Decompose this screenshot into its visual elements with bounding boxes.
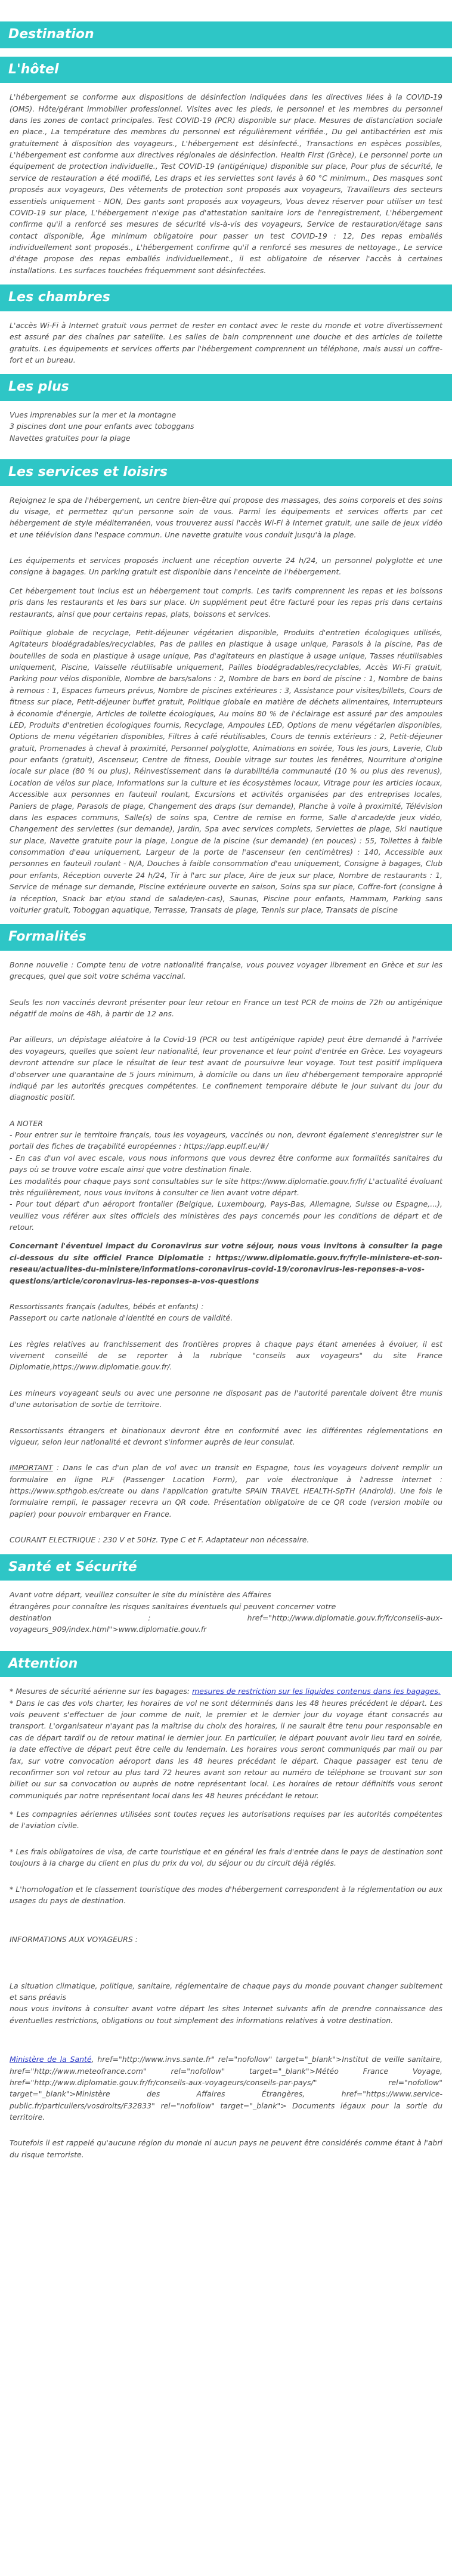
formalites-paragraph: Les règles relatives au franchissement des frontières propres à chaque pays étant amenées à évoluer, il est vivement conseillé de se reporter à la rubrique "conseils aux voyageurs" du site France Diplomatie,https://www.diplomatie.gouv.fr/. [10, 1339, 442, 1372]
section-header-services: Les services et loisirs [0, 459, 452, 486]
services-paragraph: Les équipements et services proposés incluent une réception ouverte 24 h/24, un personnel polyglotte et une consigne à bagages. Un parking gratuit est disponible dans l'enceinte de l'hébergement. [10, 556, 442, 577]
note-line: - Pour entrer sur le territoire français, tous les voyageurs, vaccinés ou non, devront également s'enregistrer sur le portail des fiches de traçabilité européennes : https://app.euplf.eu/#/ [10, 1130, 442, 1151]
formalites-paragraph: Par ailleurs, un dépistage aléatoire à la Covid-19 (PCR ou test antigénique rapide) peut être demandé à l'arrivée des voyageurs, quelles que soient leur nationalité, leur provenance et leur point d'entrée en Grèce. Les voyageurs devront attendre sur place le résultat de leur test avant de poursuivre leur voyage. Tout test positif impliquera d'observer une quarantaine de 5 jours minimum, à domicile ou dans un lieu d'hébergement temporaire approprié indiqué par les autorités grecques compétentes. Le confinement temporaire débute le jour suivant du jour du diagnostic positif. [10, 1035, 442, 1102]
section-header-destination: Destination [0, 21, 452, 48]
courant-electrique: COURANT ELECTRIQUE : 230 V et 50Hz. Type C et F. Adaptateur non nécessaire. [10, 1535, 309, 1545]
situation-line: La situation climatique, politique, sanitaire, réglementaire de chaque pays du monde pouvant changer subitement et sans préavis [10, 1981, 442, 2002]
important-text: : Dans le cas d'un plan de vol avec un transit en Espagne, tous les voyageurs doivent remplir un formulaire en ligne PLF (Passenger Location Form), par voie électronique à l'adresse internet : https://www.spthgob.es/create ou dans l'application gratuite SPAIN TRAVEL HEALTH-SpTH (Android). Une fois le formulaire rempli, le passager recevra un QR code. Présentation obligatoire de ce QR code (version mobile ou papier) pour pouvoir embarquer en France. [10, 1463, 442, 1519]
hotel-text: L'hébergement se conforme aux dispositions de désinfection indiquées dans les directives liées à la COVID-19 (OMS). Hôte/gérant immobilier professionnel. Visites avec les pieds, le personnel et les membres du personnel dans les zones de contact principales. Test COVID-19 (PCR) disponible sur place. Mesures de distanciation sociale en place., La température des membres du personnel est régulièrement vérifiée., Du gel antibactérien est mis gratuitement à disposition des voyageurs., L'hébergement est désinfecté., Transactions en espèces possibles, L'hébergement est conforme aux directives régionales de désinfection. Health First (Grèce), Le personnel porte un équipement de protection individuelle., Test COVID-19 (antigénique) disponible sur place, Pour plus de sécurité, le service de restauration a été modifié, Les draps et les serviettes sont lavés à 60 °C minimum., Des masques sont proposés aux voyageurs, Des vêtements de protection sont proposés aux voyageurs, Travailleurs des secteurs essentiels uniquement - NON, Des gants sont proposés aux voyageurs, Vous devez réserver pour utiliser un test COVID-19 sur place, L'hébergement n'exige pas d'attestation sanitaire lors de l'enregistrement, L'hébergement confirme qu'il a renforcé ses mesures de sécurité vis-à-vis des voyageurs, Service de restauration/étage sans contact disponible, Âge minimum obligatoire pour passer un test COVID-19 : 12, Des repas emballés individuellement sont proposés., L'hébergement confirme qu'il a renforcé ses mesures de nettoyage., Le service d'étage propose des repas emballés individuellement., il est obligatoire de réserver l'accès à certaines installations. Les surfaces touchées fréquemment sont désinfectées. [10, 92, 442, 275]
chambres-section [0, 320, 452, 366]
plus-section [0, 409, 452, 451]
links-paragraph [10, 2054, 442, 2123]
situation-block [10, 1980, 442, 2027]
liquides-link[interactable]: mesures de restriction sur les liquides contenus dans les bagages. [192, 1687, 441, 1696]
attention-section [0, 1686, 452, 2160]
plus-line: Navettes gratuites pour la plage [10, 433, 131, 443]
ministere-sante-link[interactable]: Ministère de la Santé [10, 2055, 92, 2064]
important-label: IMPORTANT [10, 1463, 53, 1473]
formalites-paragraph: Ressortissants étrangers et binationaux devront être en conformité avec les différentes réglementations en vigueur, selon leur nationalité et devront s'informer auprès de leur consulat. [10, 1425, 442, 1446]
terrorism-notice: Toutefois il est rappelé qu'aucune région du monde ni aucun pays ne peuvent être considérés comme étant à l'abri du risque terroriste. [10, 2138, 442, 2159]
ressortissants-line: Passeport ou carte nationale d'identité en cours de validité. [10, 1313, 233, 1323]
services-amenities-list: Politique globale de recyclage, Petit-déjeuner végétarien disponible, Produits d'entretien écologiques utilisés, Agitateurs biodégradables/recyclables, Pas de pailles en plastique à usage unique, Parasols à la piscine, Pas de bouteilles de soda en plastique à usage unique, Pas d'agitateurs en plastique à usage unique, Tasses réutilisables uniquement, Piscine, Vaisselle réutilisable uniquement, Pailles biodégradables/recyclables, Accès Wi-Fi gratuit, Parking pour vélos disponible, Nombre de bars/salons : 2, Nombre de bars en bord de piscine : 1, Nombre de bains à remous : 1, Espaces fumeurs prévus, Nombre de piscines extérieures : 3, Assistance pour visites/billets, Cours de fitness sur place, Petit-déjeuner buffet gratuit, Politique globale en matière de déchets alimentaires, Interrupteurs à économie d'énergie, Articles de toilette écologiques, Au moins 80 % de l'éclairage est assuré par des ampoules LED, Produits d'entretien écologiques fournis, Recyclage, Ampoules LED, Options de menu végétarien disponibles, Options de menu végétarien disponibles, Filtres à café réutilisables, Cours de tennis extérieurs : 2, Petit-déjeuner gratuit, Promenades à cheval à proximité, Personnel polyglotte, Animations en soirée, Tous les jours, Laverie, Club pour enfants (gratuit), Ascenseur, Centre de fitness, Double vitrage sur toutes les fenêtres, Nourriture d'origine locale sur place (80 % ou plus), Réinvestissement dans la durabilité/la communauté (10 % ou plus des revenus), Location de vélos sur place, Informations sur la culture et les écosystèmes locaux, Vitrage pour les articles locaux, Accessible aux personnes en fauteuil roulant, Excursions et activités organisées par des entreprises locales, Paniers de plage, Parasols de plage, Changement des draps (sur demande), Planche à voile à proximité, Télévision dans les espaces communs, Salle(s) de soins spa, Centre de remise en forme, Salle d'arcade/de jeux vidéo, Changement des serviettes (sur demande), Jardin, Spa avec services complets, Serviettes de plage, Ski nautique sur place, Navette gratuite pour la plage, Longue de la piscine (sur demande) (en pouces) : 55, Toilettes à faible consommation d'eau uniquement, Largeur de la porte de l'ascenseur (en centimètres) : 140, Accessible aux personnes en fauteuil roulant - N/A, Douches à faible consommation d'eau uniquement, Consigne à bagages, Club pour enfants, Réception ouverte 24 h/24, Tir à l'arc sur place, Aire de jeux sur place, Nombre de restaurants : 1, Service de ménage sur demande, Piscine extérieure ouverte en saison, Soins spa sur place, Coffre-fort (consigne à la réception, Snack bar et/ou stand de salade/en-cas), Saunas, Piscine pour enfants, Hammam, Parking sans voiturier gratuit, Toboggan aquatique, Terrasse, Transats de plage, Tennis sur place, Transats de piscine [10, 627, 442, 914]
attention-paragraph: * Les frais obligatoires de visa, de carte touristique et en général les frais d'entrée dans le pays de destination sont toujours à la charge du client en plus du prix du vol, du séjour ou du circuit déjà réglés. [10, 1847, 442, 1868]
ressortissants-block [10, 1301, 442, 1324]
attention-paragraph: * Dans le cas des vols charter, les horaires de vol ne sont déterminés dans les 48 heures précédent le départ. Les vols peuvent s'effectuer de jour comme de nuit, le premier et le dernier jour du voyage étant consacrés au transport. L'organisateur n'ayant pas la maîtrise du choix des horaires, il ne saurait être tenu pour responsable en cas de départ tardif ou de retour matinal le dernier jour. En particulier, le départ pouvant avoir lieu tard en soirée, la date effective de départ peut être celle du lendemain. Les horaires vous seront communiqués par mail ou par fax, sur votre convocation aéroport dans les 48 heures précédant le départ. Chaque passager est tenu de reconfirmer son vol retour au plus tard 72 heures avant son retour au numéro de téléphone se trouvant sur son billet ou sur sa convocation ou auprès de notre représentant local. Les horaires de retour définitifs vous seront communiqués par notre représentant local dans les 48 heures précédant le retour. [10, 1698, 442, 1800]
ressortissants-line: Ressortissants français (adultes, bébés et enfants) : [10, 1301, 204, 1311]
attention-paragraph: * L'homologation et le classement touristique des modes d'hébergement correspondent à la réglementation ou aux usages du pays de destination. [10, 1884, 442, 1905]
plus-line: 3 piscines dont une pour enfants avec toboggans [10, 422, 194, 431]
note-line: A NOTER [10, 1118, 43, 1128]
services-paragraph: Rejoignez le spa de l'hébergement, un centre bien-être qui propose des massages, des soins corporels et des soins du visage, et permettez qu'un personne soin de vous. Parmi les équipements et services offerts par cet hébergement de style méditerranéen, vous trouverez aussi l'accès Wi-Fi à Internet gratuit, une salle de jeux vidéo et une télévision dans l'espace commun. Une navette gratuite vous conduit jusqu'à la plage. [10, 495, 442, 539]
informations-label: INFORMATIONS AUX VOYAGEURS : [10, 1935, 138, 1944]
note-line: - En cas d'un vol avec escale, vous nous informons que vous devrez être conforme aux formalités sanitaires du pays où se trouve votre escale ainsi que votre destination finale. [10, 1153, 442, 1174]
services-section [0, 494, 452, 916]
bagages-line [10, 1686, 442, 1697]
sante-line: destination : href="http://www.diplomatie.gouv.fr/fr/conseils-aux-voyageurs_909/index.html">www.diplomatie.gouv.fr [10, 1613, 442, 1634]
section-header-hotel: L'hôtel [0, 57, 452, 84]
section-header-sante: Santé et Sécurité [0, 1554, 452, 1581]
formalites-paragraph: Seuls les non vaccinés devront présenter pour leur retour en France un test PCR de moins de 72h ou antigénique négatif de moins de 48h, à partir de 12 ans. [10, 997, 442, 1019]
sante-line: Avant votre départ, veuillez consulter le site du ministère des Affaires [10, 1590, 271, 1600]
plus-line: Vues imprenables sur la mer et la montagne [10, 410, 177, 419]
important-notice [10, 1462, 442, 1520]
hotel-section [0, 91, 452, 276]
coronavirus-notice: Concernant l'éventuel impact du Coronavirus sur votre séjour, nous vous invitons à consulter la page ci-dessous du site officiel France Diplomatie : https://www.diplomatie.gouv.fr/fr/le-ministere-et-son-reseau/actualites-du-ministere/informations-coronavirus-covid-19/coronavirus-les-reponses-a-vos-questions/article/coronavirus-les-reponses-a-vos-questions [10, 1241, 442, 1285]
sante-line: étrangères pour connaître les risques sanitaires éventuels qui peuvent concerner votre [10, 1601, 336, 1611]
chambres-text: L'accès Wi-Fi à Internet gratuit vous permet de rester en contact avec le reste du monde et votre divertissement est assuré par des chaînes par satellite. Les salles de bain comprennent une douche et des articles de toilette gratuits. Les équipements et services offerts par l'hébergement comprennent un téléphone, mais aussi un coffre-fort et un bureau. [10, 320, 442, 364]
section-header-formalites: Formalités [0, 924, 452, 951]
sante-section [0, 1589, 452, 1643]
attention-paragraph: * Les compagnies aériennes utilisées sont toutes reçues les autorisations requises par les autorités compétentes de l'aviation civile. [10, 1810, 442, 1830]
links-text: , href="http://www.invs.sante.fr" rel="nofollow" target="_blank">Institut de veille sanitaire, href="http://www.meteofrance.com" rel="nofollow" target="_blank">Météo France Voyage, href="http://www.diplomatie.gouv.fr/fr/conseils-aux-voyageurs/conseils-par-pays/" rel="nofollow" target="_blank">Ministère des Affaires Étrangères, href="https://www.service-public.fr/particuliers/vosdroits/F32833" rel="nofollow" target="_blank"> Documents légaux pour la sortie du territoire. [10, 2055, 442, 2122]
formalites-paragraph: Bonne nouvelle : Compte tenu de votre nationalité française, vous pouvez voyager librement en Grèce et sur les grecques, quel que soit votre schéma vaccinal. [10, 960, 442, 981]
section-header-attention: Attention [0, 1651, 452, 1678]
formalites-note [10, 1118, 442, 1233]
formalites-paragraph: Les mineurs voyageant seuls ou avec une personne ne disposant pas de l'autorité parentale doivent être munis d'une autorisation de sortie de territoire. [10, 1388, 442, 1409]
note-line: - Pour tout départ d'un aéroport frontalier (Belgique, Luxembourg, Pays-Bas, Allemagne, Suisse ou Espagne,...), veuillez vous référer aux sites officiels des ministères des pays concernés pour les conditions de départ et de retour. [10, 1199, 442, 1232]
services-paragraph: Cet hébergement tout inclus est un hébergement tout compris. Les tarifs comprennent les repas et les boissons pris dans les restaurants et les bars sur place. Un supplément peut être facturé pour les repas pris dans certains restaurants, ainsi que pour certains repas, plats, boissons et services. [10, 586, 442, 619]
situation-line: nous vous invitons à consulter avant votre départ les sites Internet suivants afin de prendre connaissance des éventuelles restrictions, obligations ou tout simplement des informations relatives à votre destination. [10, 2004, 442, 2025]
section-header-chambres: Les chambres [0, 284, 452, 311]
formalites-section [0, 959, 452, 1546]
note-line: Les modalités pour chaque pays sont consultables sur le site https://www.diplomatie.gouv.fr/fr/ L'actualité évoluant très régulièrement, nous vous invitons à consulter ce lien avant votre départ. [10, 1176, 442, 1197]
bagages-block [10, 1686, 442, 1697]
section-header-plus: Les plus [0, 374, 452, 401]
bagages-prefix: * Mesures de sécurité aérienne sur les bagages: [10, 1687, 193, 1696]
page [0, 21, 452, 2185]
